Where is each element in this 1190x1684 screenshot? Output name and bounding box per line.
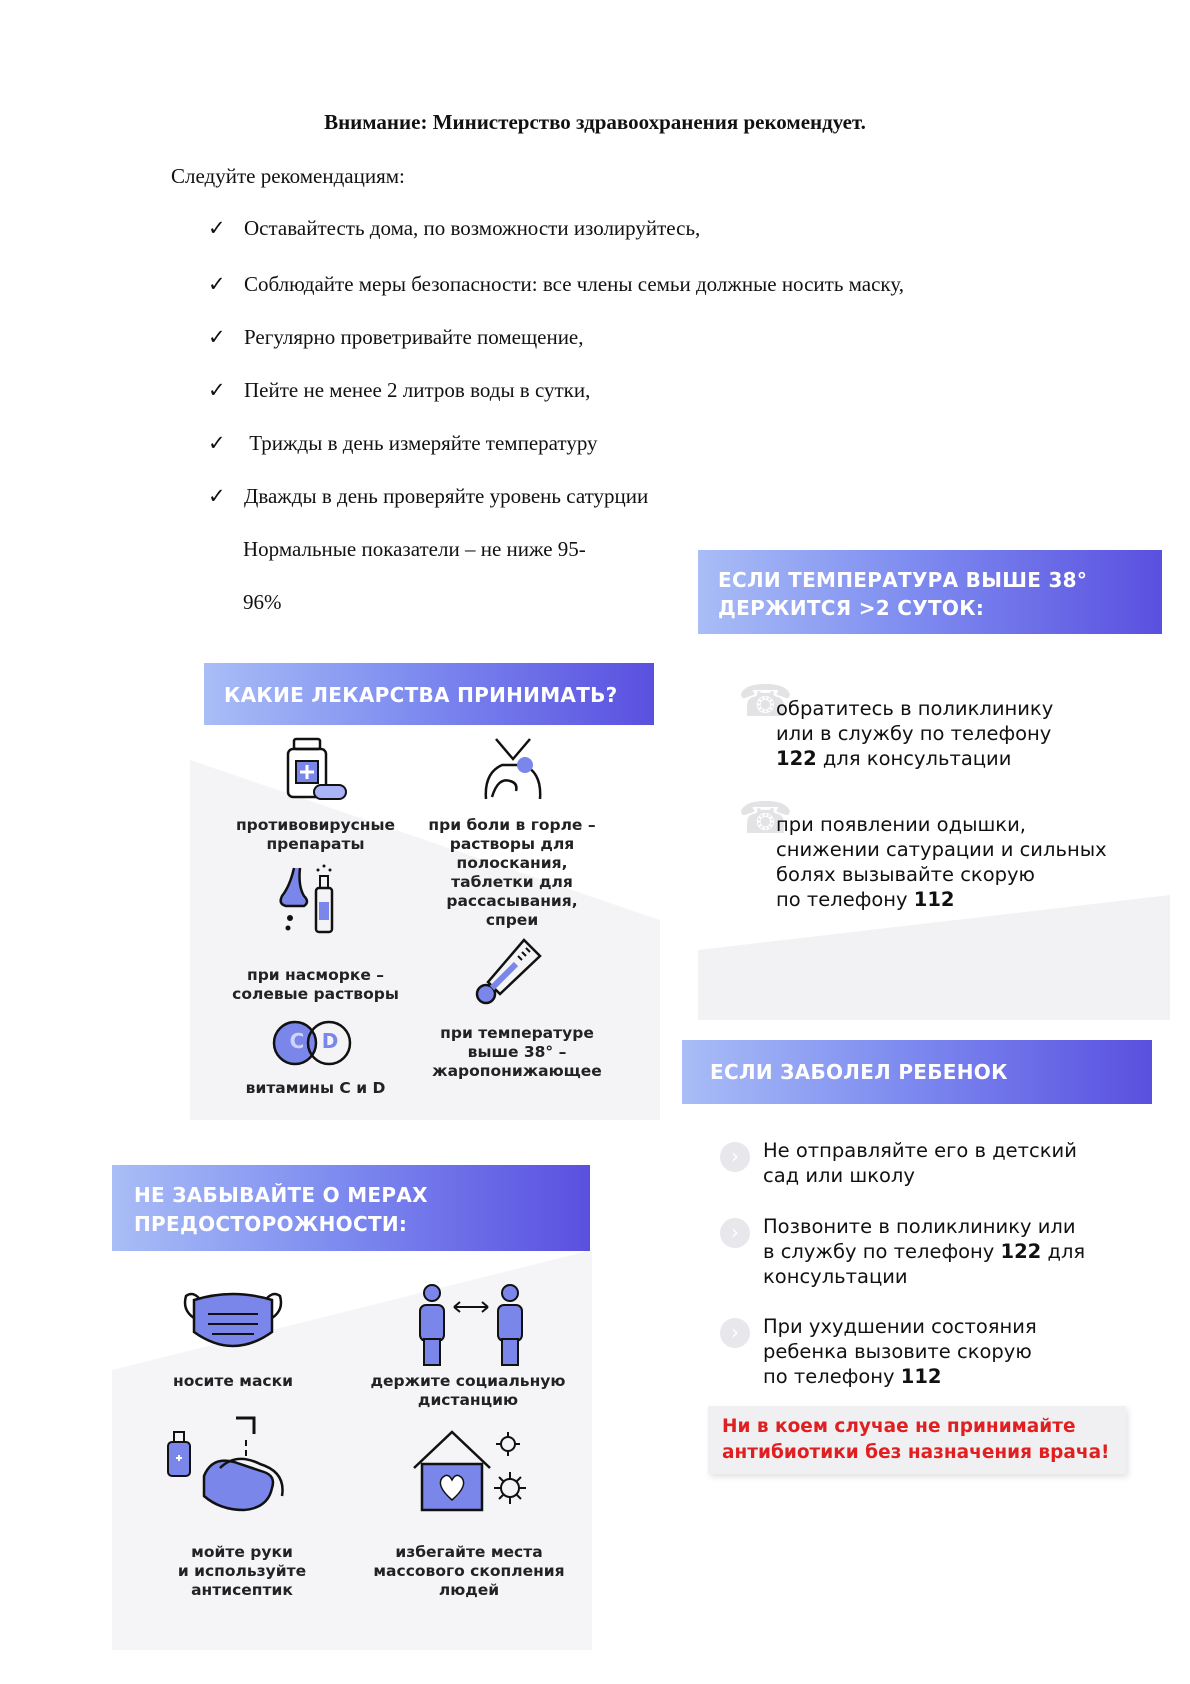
social-distance-icon <box>416 1283 526 1367</box>
home-virus-icon <box>410 1428 532 1514</box>
crowds-caption: избегайте места массового скопления людей <box>373 1543 565 1599</box>
saturation-note-line1: Нормальные показатели – не ниже 95- <box>243 537 586 561</box>
hand-washing-icon <box>164 1416 300 1516</box>
child-item-2: Позвоните в поликлинику или в службу по телефону 122 для консультации <box>763 1215 1086 1288</box>
nose-spray-icon <box>274 862 344 934</box>
face-mask-icon <box>180 1288 286 1360</box>
masks-caption: носите маски <box>173 1372 293 1390</box>
vitamin-d-letter: D <box>321 1029 339 1053</box>
vitamin-c-letter: C <box>289 1029 305 1053</box>
saturation-note-line2: 96% <box>243 590 282 614</box>
temperature-item-2: при появлении одышки, снижении сатурации и сильных болях вызывайте скорую по телефону 112 <box>776 813 1107 911</box>
temperature-item-1: обратитесь в поликлинику или в службу по телефону 122 для консультации <box>776 697 1054 770</box>
check-icon: ✓ <box>208 484 226 508</box>
throat-caption: при боли в горле – растворы для полоскания, таблетки для рассасывания, спреи <box>428 816 596 929</box>
vitamins-icon <box>270 1018 356 1068</box>
antiviral-caption: противовирусные препараты <box>235 816 396 853</box>
check-icon: ✓ <box>208 378 226 402</box>
vitamins-caption: витамины C и D <box>245 1079 386 1097</box>
medicines-banner <box>204 663 654 725</box>
list-item: ✓ Соблюдайте меры безопасности: все члены семьи должные носить маску, <box>208 272 904 296</box>
distance-caption: держите социальную дистанцию <box>370 1372 566 1409</box>
pill-bottle-icon <box>284 737 350 803</box>
check-icon: ✓ <box>208 216 226 240</box>
list-item: ✓ Регулярно проветривайте помещение, <box>208 325 584 349</box>
list-item: ✓ Дважды в день проверяйте уровень сатурции <box>208 484 649 508</box>
list-item: ✓ Трижды в день измеряйте температуру <box>208 431 598 455</box>
child-banner <box>682 1040 1152 1104</box>
medicines-title: КАКИЕ ЛЕКАРСТВА ПРИНИМАТЬ? <box>224 683 618 707</box>
fever-caption: при температуре выше 38° – жаропонижающее <box>432 1024 602 1080</box>
precautions-title: НЕ ЗАБЫВАЙТЕ О МЕРАХ ПРЕДОСТОРОЖНОСТИ: <box>134 1183 428 1236</box>
page-title: Внимание: Министерство здравоохранения рекомендует. <box>324 110 866 134</box>
child-item-1: Не отправляйте его в детский сад или школу <box>763 1139 1077 1187</box>
antibiotics-warning: Ни в коем случае не принимайте антибиотики без назначения врача! <box>708 1406 1126 1474</box>
thermometer-icon <box>474 936 544 1006</box>
sore-throat-icon <box>480 737 546 803</box>
chevron-right-icon: › <box>720 1318 750 1348</box>
list-item: ✓ Оставайтесть дома, по возможности изолируйтесь, <box>208 216 701 240</box>
temperature-banner <box>698 550 1162 634</box>
precautions-banner <box>112 1165 590 1251</box>
nose-caption: при насморке – солевые растворы <box>232 966 399 1003</box>
chevron-right-icon: › <box>720 1142 750 1172</box>
temperature-title: ЕСЛИ ТЕМПЕРАТУРА ВЫШЕ 38° ДЕРЖИТСЯ >2 СУТОК: <box>718 568 1088 620</box>
check-icon: ✓ <box>208 431 226 455</box>
chevron-right-icon: › <box>720 1218 750 1248</box>
child-title: ЕСЛИ ЗАБОЛЕЛ РЕБЕНОК <box>710 1060 1008 1084</box>
hands-caption: мойте руки и используйте антисептик <box>177 1543 307 1599</box>
check-icon: ✓ <box>208 325 226 349</box>
check-icon: ✓ <box>208 272 226 296</box>
intro-text: Следуйте рекомендациям: <box>171 164 405 188</box>
list-item: ✓ Пейте не менее 2 литров воды в сутки, <box>208 378 591 402</box>
phone-icon: ☎ <box>738 793 793 844</box>
child-item-3: При ухудшении состояния ребенка вызовите скорую по телефону 112 <box>763 1315 1037 1388</box>
phone-icon: ☎ <box>738 676 793 727</box>
